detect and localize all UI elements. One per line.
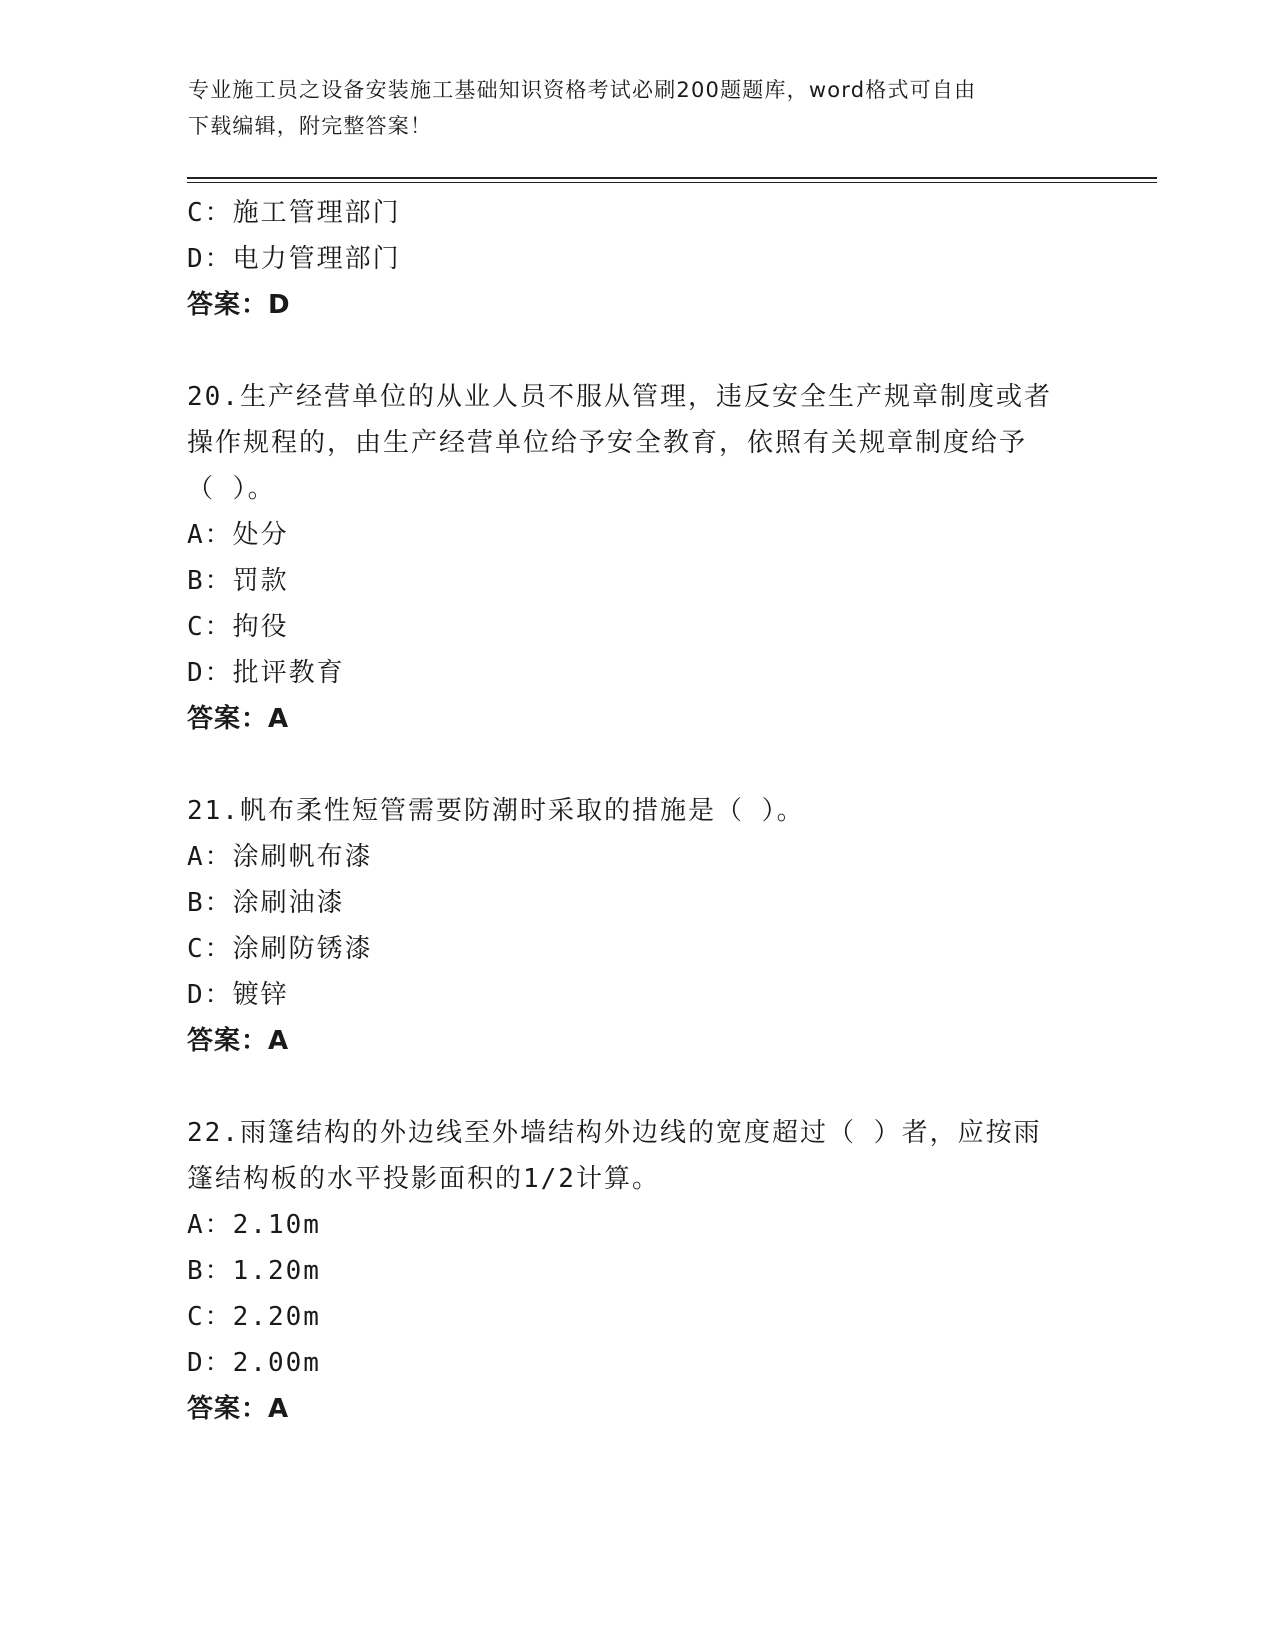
- option-d: D：2.00m: [187, 1348, 321, 1378]
- answer-line: 答案：A: [187, 704, 290, 734]
- option-a: A：处分: [187, 520, 289, 550]
- option-c: C：拘役: [187, 612, 289, 642]
- option-c: C：施工管理部门: [187, 198, 401, 228]
- question-stem-line: （ ）。: [187, 474, 276, 504]
- option-c: C：2.20m: [187, 1302, 321, 1332]
- question-block-19-continued: [187, 190, 1087, 328]
- header-divider-thick: [187, 177, 1157, 179]
- header-line-1: 专业施工员之设备安装施工基础知识资格考试必刷200题题库，word格式可自由: [188, 78, 977, 102]
- question-stem-line: 篷结构板的水平投影面积的1/2计算。: [187, 1164, 660, 1194]
- header-line-2: 下载编辑，附完整答案！: [188, 114, 433, 138]
- question-list: [187, 190, 1087, 1432]
- option-c: C：涂刷防锈漆: [187, 934, 373, 964]
- option-d: D：电力管理部门: [187, 244, 401, 274]
- answer-line: 答案：A: [187, 1394, 290, 1424]
- option-a: A：涂刷帆布漆: [187, 842, 373, 872]
- question-stem-line: 20.生产经营单位的从业人员不服从管理，违反安全生产规章制度或者: [187, 382, 1052, 412]
- question-block-20: [187, 374, 1087, 742]
- header-divider-thin: [187, 182, 1157, 183]
- option-b: B：罚款: [187, 566, 289, 596]
- option-a: A：2.10m: [187, 1210, 321, 1240]
- spacer: [187, 1064, 1087, 1110]
- question-stem-line: 21.帆布柔性短管需要防潮时采取的措施是（ ）。: [187, 796, 805, 826]
- answer-line: 答案：D: [187, 290, 291, 320]
- option-b: B：1.20m: [187, 1256, 321, 1286]
- spacer: [187, 328, 1087, 374]
- question-block-22: [187, 1110, 1087, 1432]
- option-b: B：涂刷油漆: [187, 888, 345, 918]
- option-d: D：批评教育: [187, 658, 345, 688]
- question-block-21: [187, 788, 1087, 1064]
- option-d: D：镀锌: [187, 980, 289, 1010]
- question-stem-line: 操作规程的，由生产经营单位给予安全教育，依照有关规章制度给予: [187, 428, 1028, 458]
- document-header: [188, 72, 1068, 144]
- answer-line: 答案：A: [187, 1026, 290, 1056]
- question-stem-line: 22.雨篷结构的外边线至外墙结构外边线的宽度超过（ ）者，应按雨: [187, 1118, 1042, 1148]
- spacer: [187, 742, 1087, 788]
